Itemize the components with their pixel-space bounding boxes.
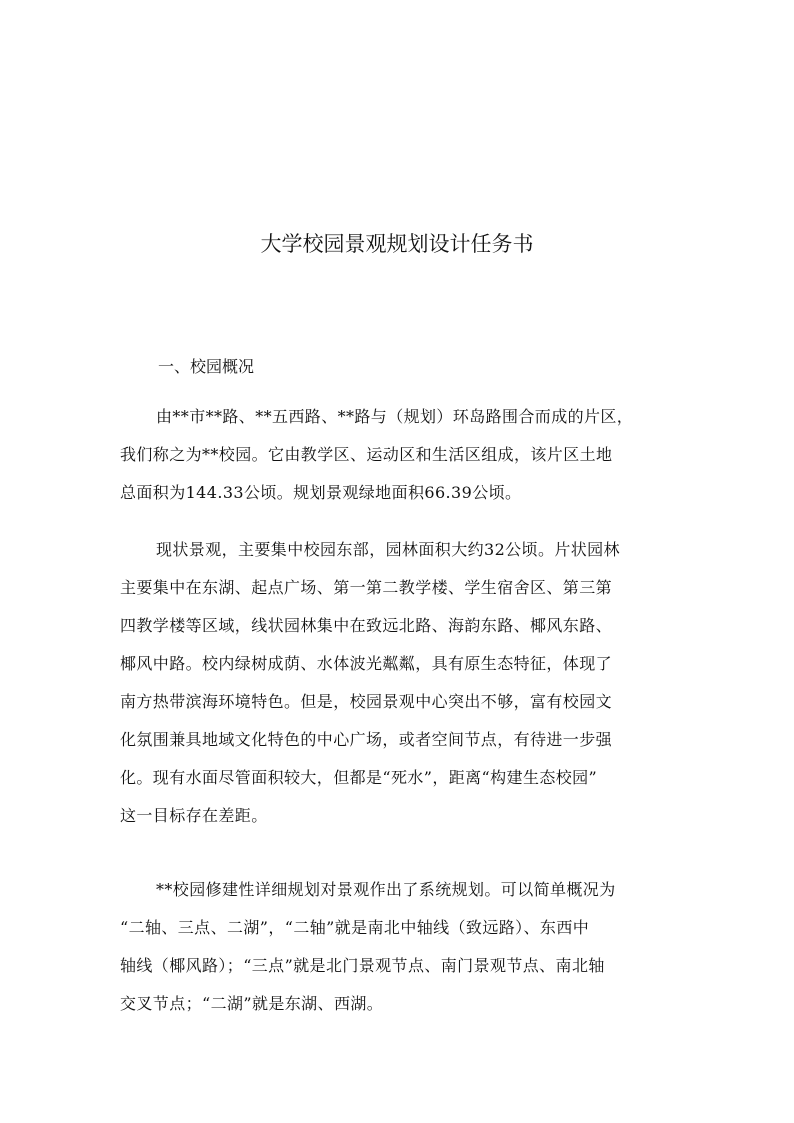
paragraph-line: 交叉节点；“二湖”就是东湖、西湖。 [120, 994, 384, 1013]
paragraph-line: 椰风中路。校内绿树成荫、水体波光粼粼，具有原生态特征，体现了 [120, 654, 613, 673]
paragraph-line: 南方热带滨海环境特色。但是，校园景观中心突出不够，富有校园文 [120, 692, 613, 711]
paragraph-line: 主要集中在东湖、起点广场、第一第二教学楼、学生宿舍区、第三第 [120, 578, 613, 597]
paragraph-line: **校园修建性详细规划对景观作出了系统规划。可以简单概况为 [156, 880, 616, 899]
document-title: 大学校园景观规划设计任务书 [260, 232, 534, 256]
paragraph-detailed-plan [120, 871, 675, 1023]
paragraph-campus-overview [120, 398, 675, 512]
paragraph-line: 化。现有水面尽管面积较大，但都是“死水”，距离“构建生态校园” [120, 768, 598, 787]
paragraph-line: 四教学楼等区域，线状园林集中在致远北路、海韵东路、椰风东路、 [120, 616, 613, 635]
paragraph-line: 轴线（椰风路）；“三点”就是北门景观节点、南门景观节点、南北轴 [120, 956, 605, 975]
paragraph-line: 我们称之为**校园。它由教学区、运动区和生活区组成，该片区土地 [120, 445, 613, 464]
paragraph-line: 总面积为144.33公顷。规划景观绿地面积66.39公顷。 [120, 483, 522, 502]
paragraph-line: 化氛围兼具地域文化特色的中心广场，或者空间节点，有待进一步强 [120, 730, 613, 749]
paragraph-current-landscape [120, 531, 675, 835]
paragraph-line: 由**市**路、**五西路、**路与（规划）环岛路围合而成的片区， [156, 407, 634, 426]
section-heading: 一、校园概况 [158, 357, 255, 376]
paragraph-line: 现状景观，主要集中校园东部，园林面积大约32公顷。片状园林 [156, 540, 620, 559]
paragraph-line: 这一目标存在差距。 [120, 806, 268, 825]
paragraph-line: “二轴、三点、二湖”，“二轴”就是南北中轴线（致远路）、东西中 [120, 918, 590, 937]
